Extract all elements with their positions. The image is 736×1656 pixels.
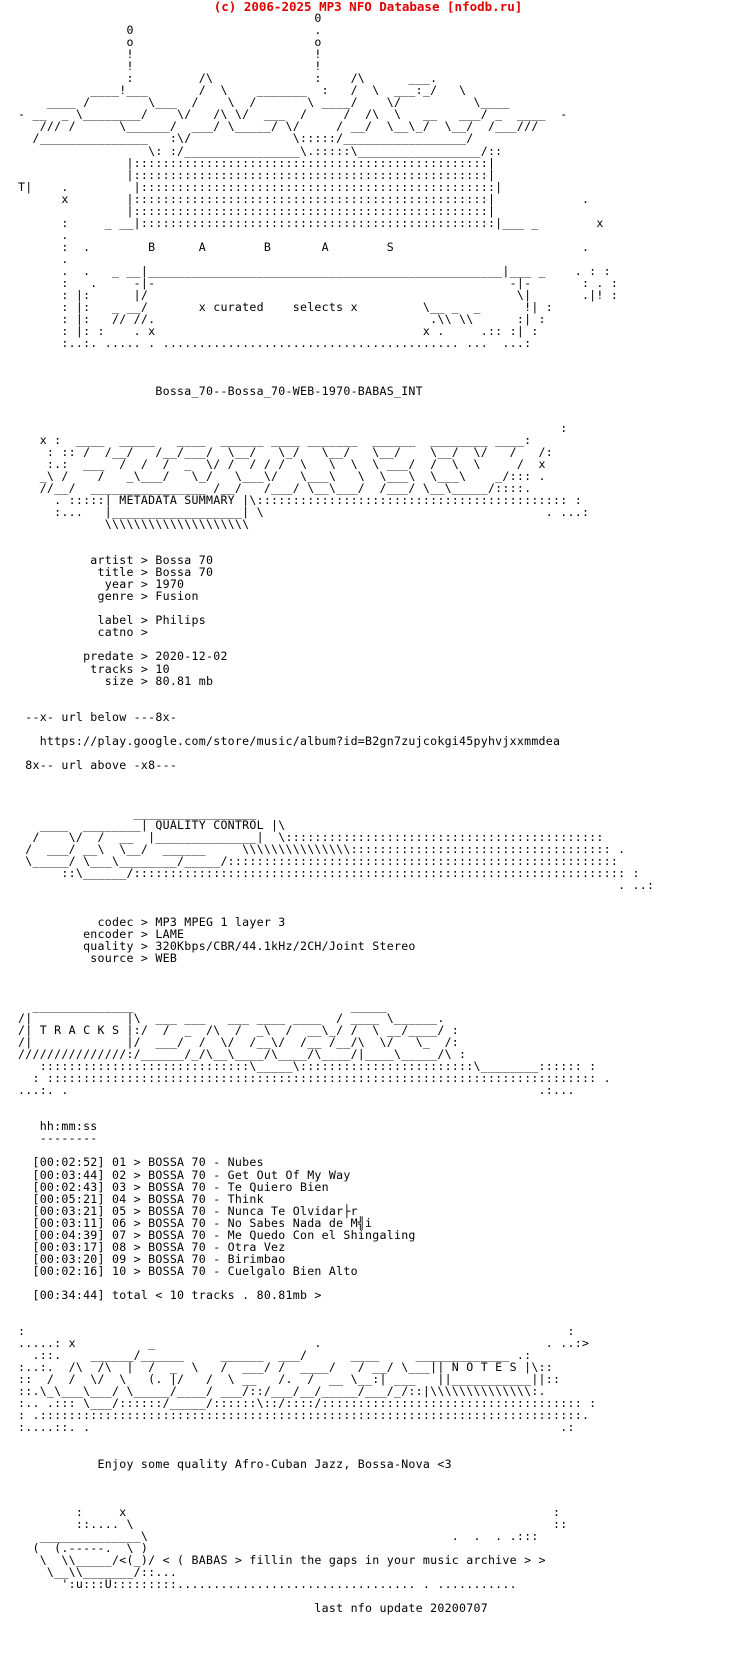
nfo-line: [18, 1446, 654, 1458]
nfo-line: label > Philips: [18, 613, 206, 628]
nfo-line: tracks > 10: [18, 661, 170, 676]
nfo-line: [18, 903, 654, 915]
nfo-line: [00:05:21] 04 > BOSSA 70 - Think: [18, 1191, 264, 1206]
nfo-line: predate > 2020-12-02: [18, 649, 228, 664]
nfo-line: : :: / /__/ /__/___/ \__/ \_/ \__/ \__/ \__/ \/ / /:: [18, 444, 554, 459]
nfo-line: title > Bossa 70: [18, 565, 214, 580]
nfo-line: : |: : . x x . .:: :| :: [18, 324, 539, 339]
nfo-line: [18, 410, 654, 422]
nfo-line: genre > Fusion: [18, 589, 199, 604]
nfo-line: :: [18, 420, 568, 435]
nfo-line: : _ __|:::::::::::::::::::::::::::::::::::::::::::::::::|___ _ x: [18, 215, 604, 230]
nfo-line: ! !: [18, 59, 322, 74]
nfo-line: Bossa_70--Bossa_70-WEB-1970-BABAS_INT: [18, 384, 423, 399]
nfo-line: ///////////////:/______/_/\__\____/\____/\____/|____\_____/\ :: [18, 1047, 467, 1062]
nfo-line: [18, 891, 654, 903]
nfo-line: \ \\_____/<(_)/ < ( BABAS > fillin the gaps in your music archive > >: [18, 1553, 546, 1567]
nfo-line: artist > Bossa 70: [18, 553, 214, 568]
nfo-line: [18, 723, 654, 735]
nfo-line: 0: [18, 11, 322, 25]
nfo-line: hh:mm:ss: [18, 1119, 98, 1134]
nfo-line: :..:. ..... . ......................................... ... ...:: [18, 336, 532, 351]
nfo-line: [18, 976, 654, 988]
nfo-line: [00:04:39] 07 > BOSSA 70 - Me Quedo Con el Shingaling: [18, 1227, 416, 1242]
nfo-line: ____ ________| QUALITY CONTROL |\: [18, 818, 286, 833]
nfo-text: [18, 12, 654, 1614]
nfo-line: [00:02:43] 03 > BOSSA 70 - Te Quiero Bien: [18, 1179, 329, 1194]
nfo-line: //__/ ________________ /__/ /___/ \__\___/ /___/ \__\_____/::::.: [18, 480, 532, 495]
nfo-line: . :::::| METADATA SUMMARY |\::::::::::::::::::::::::::::::::::::::::::: :: [18, 492, 582, 507]
nfo-line: :::::::::::::::::::::::::::::\_____\::::::::::::::::::::::::\________:::::: :: [18, 1059, 597, 1074]
nfo-line: quality > 320Kbps/CBR/44.1kHz/2CH/Joint Stereo: [18, 938, 416, 953]
nfo-line: [18, 771, 654, 783]
nfo-line: 8x-- url above -x8---: [18, 757, 178, 772]
nfo-line: ______________ _____: [18, 998, 387, 1013]
nfo-line: codec > MP3 MPEG 1 layer 3: [18, 914, 286, 929]
nfo-line: --x- url below ---8x-: [18, 709, 178, 724]
nfo-line: :..:. /\ /\ | / _ \ / ___/ / ____/ / __/ \___|| N O T E S |\::: [18, 1360, 554, 1375]
nfo-line: :.. .::: \___/::::::/_____/::::::\::/::::/:::::::::::::::::::::::::::::::::::: :: [18, 1396, 597, 1411]
nfo-line: . ..:: [18, 878, 655, 893]
nfo-line: [18, 1096, 654, 1108]
nfo-line: ::.\_\___\___/ \_____/____/ ___/::/___/__/_____/___/_/::|\\\\\\\\\\\\\\:.: [18, 1384, 546, 1399]
nfo-line: : :: [18, 1324, 575, 1339]
nfo-line: ( (.-----. \ ): [18, 1540, 149, 1555]
nfo-line: |:::::::::::::::::::::::::::::::::::::::::::::::::|: [18, 167, 496, 182]
nfo-line: 0 .: [18, 23, 322, 38]
nfo-line: [18, 1494, 654, 1506]
nfo-line: _________________: [18, 806, 257, 821]
nfo-line: :: / / \/ \ (. |/ / \ __ /. / __ \__:| ___ ||___________||::: [18, 1372, 561, 1387]
nfo-line: [00:02:52] 01 > BOSSA 70 - Nubes: [18, 1155, 264, 1170]
nfo-line: / \/ / __ |______________| \::::::::::::::::::::::::::::::::::::::::::::: [18, 830, 604, 845]
nfo-line: [18, 1301, 654, 1313]
nfo-line: [18, 361, 654, 373]
nfo-line: [00:34:44] total < 10 tracks . 80.81mb >: [18, 1287, 322, 1302]
nfo-line: . . _ __|_________________________________________________|___ _ . : :: [18, 263, 611, 278]
nfo-line: source > WEB: [18, 950, 178, 965]
nfo-line: catno >: [18, 625, 149, 640]
nfo-line: [18, 398, 654, 410]
nfo-line: :....::. . .:: [18, 1420, 575, 1435]
nfo-line: T| . |:::::::::::::::::::::::::::::::::::::::::::::::::|: [18, 179, 503, 194]
nfo-line: _\ / / _\___/ \_/ \___\/ \___\ \ \___\ \___\ _/::: .: [18, 468, 546, 483]
nfo-line: ':u:::U:::::::::................................. . ...........: [18, 1577, 517, 1592]
nfo-line: ::\______/:::::::::::::::::::::::::::::::::::::::::::::::::::::::::::::::::::: :: [18, 866, 640, 881]
nfo-line: [18, 349, 654, 361]
nfo-line: [18, 783, 654, 795]
site-banner: (c) 2006-2025 MP3 NFO Database [nfodb.ru]: [213, 0, 523, 14]
nfo-line: :.: ___ / / / _ \/ / / / / \ \ \ \ ___/ / \ \ / x: [18, 456, 546, 471]
nfo-line: \_____/ \___\________/_____/::::::::::::::::::::::::::::::::::::::::::::::::::::::: [18, 854, 619, 869]
nfo-line: size > 80.81 mb: [18, 673, 214, 688]
nfo-line: [00:02:16] 10 > BOSSA 70 - Cuelgalo Bien Alto: [18, 1263, 358, 1278]
nfo-line: : . -|- -|- : . :: [18, 276, 619, 291]
nfo-line: x : ____ _____ ____ ______ ____ _______ ______ ________ ____:: [18, 432, 532, 447]
nfo-line: : /\ : /\ ___.: [18, 71, 438, 86]
nfo-line: year > 1970: [18, 577, 185, 592]
nfo-line: https://play.google.com/store/music/album?id=B2gn7zujcokgi45pyhvjxxmmdea: [18, 733, 561, 748]
nfo-line: \__\\_______/::...: [18, 1565, 178, 1580]
nfo-line: .::. ______/______ ______ ___/ ____ _____________ .:: [18, 1348, 532, 1363]
nfo-line: / ___/ __\ \__/ ______ \\\\\\\\\\\\\\\:::::::::::::::::::::::::::::::::::: .: [18, 842, 626, 857]
nfo-line: o o: [18, 35, 322, 50]
nfo-line: x |:::::::::::::::::::::::::::::::::::::::::::::::::| .: [18, 191, 590, 206]
nfo-line: ! !: [18, 47, 322, 62]
nfo-line: encoder > LAME: [18, 926, 185, 941]
nfo-line: last nfo update 20200707: [18, 1601, 488, 1616]
nfo-line: |:::::::::::::::::::::::::::::::::::::::::::::::::|: [18, 203, 496, 218]
nfo-line: Enjoy some quality Afro-Cuban Jazz, Bossa-Nova <3: [18, 1456, 452, 1471]
nfo-line: .: [18, 251, 69, 266]
nfo-line: : .:::::::::::::::::::::::::::::::::::::::::::::::::::::::::::::::::::::::::::.: [18, 1408, 590, 1423]
nfo-line: /| |\ ___ ___ ___ ____ ____ / ____ \______.: [18, 1010, 445, 1025]
nfo-line: [18, 1108, 654, 1120]
nfo-line: /| |/ ___/ / \/ /__\/ /__ /__/\ \/ \_ /:: [18, 1034, 460, 1049]
nfo-line: :... |__________________| \ . ...:: [18, 504, 590, 519]
nfo-line: [18, 699, 654, 711]
nfo-line: : |: _ __/ x curated selects x \__ _ _ !| :: [18, 300, 554, 315]
nfo-line: [18, 964, 654, 976]
nfo-line: \\\\\\\\\\\\\\\\\\\\: [18, 516, 250, 531]
nfo-line: /// / \______/ ___/ \_____/ \/ / __/ \__\_/ \__/ /___///: [18, 119, 539, 134]
nfo-line: [18, 530, 654, 542]
nfo-line: [18, 1470, 654, 1482]
nfo-line: [18, 1434, 654, 1446]
nfo-line: |:::::::::::::::::::::::::::::::::::::::::::::::::|: [18, 155, 496, 170]
nfo-line: ...:. . .:...: [18, 1083, 575, 1098]
nfo-line: [00:03:20] 09 > BOSSA 70 - Birimbao: [18, 1251, 286, 1266]
nfo-line: /_______________ :\/ \:::::/_________________/: [18, 131, 474, 146]
nfo-line: : . B A B A S .: [18, 239, 590, 254]
nfo-line: : |: // //. .\\ \\ :| :: [18, 312, 546, 327]
nfo-line: : :::::::::::::::::::::::::::::::::::::::::::::::::::::::::::::::::::::::::::: .: [18, 1071, 611, 1086]
nfo-line: - __ _ \________/ \/ /\ \/ ___ / / /\ \ __ ___/ _ ____ -: [18, 107, 568, 122]
nfo-line: --------: [18, 1131, 98, 1146]
nfo-line: [00:03:11] 06 > BOSSA 70 - No Sabes Nada de M╣i: [18, 1215, 373, 1230]
nfo-line: : |: |/ \| .|! :: [18, 288, 619, 303]
nfo-line: ____!___ / \ _______ : / \ ___:_/ \: [18, 83, 467, 98]
nfo-line: /| T R A C K S |:/ / _ /\ / _\ / __\_/ / \ __/____/ :: [18, 1022, 460, 1037]
nfo-line: : x :: [18, 1504, 561, 1519]
nfo-line: [18, 687, 654, 699]
nfo-line: ______________\ . . . .:::: [18, 1528, 539, 1543]
nfo-line: [00:03:17] 08 > BOSSA 70 - Otra Vez: [18, 1239, 286, 1254]
nfo-line: .: [18, 227, 69, 242]
nfo-line: \: :/________________\.:::::\_________________/::: [18, 143, 503, 158]
nfo-line: ::.... \ ::: [18, 1516, 568, 1531]
nfo-line: [00:03:21] 05 > BOSSA 70 - Nunca Te Olvidar├r: [18, 1203, 358, 1218]
nfo-line: ____ / \___ / \ / \ ____/ \/ \____: [18, 95, 510, 110]
nfo-line: .....: x _ . . ..:>: [18, 1336, 590, 1351]
nfo-line: [00:03:44] 02 > BOSSA 70 - Get Out Of My Way: [18, 1167, 351, 1182]
nfo-line: [18, 1482, 654, 1494]
